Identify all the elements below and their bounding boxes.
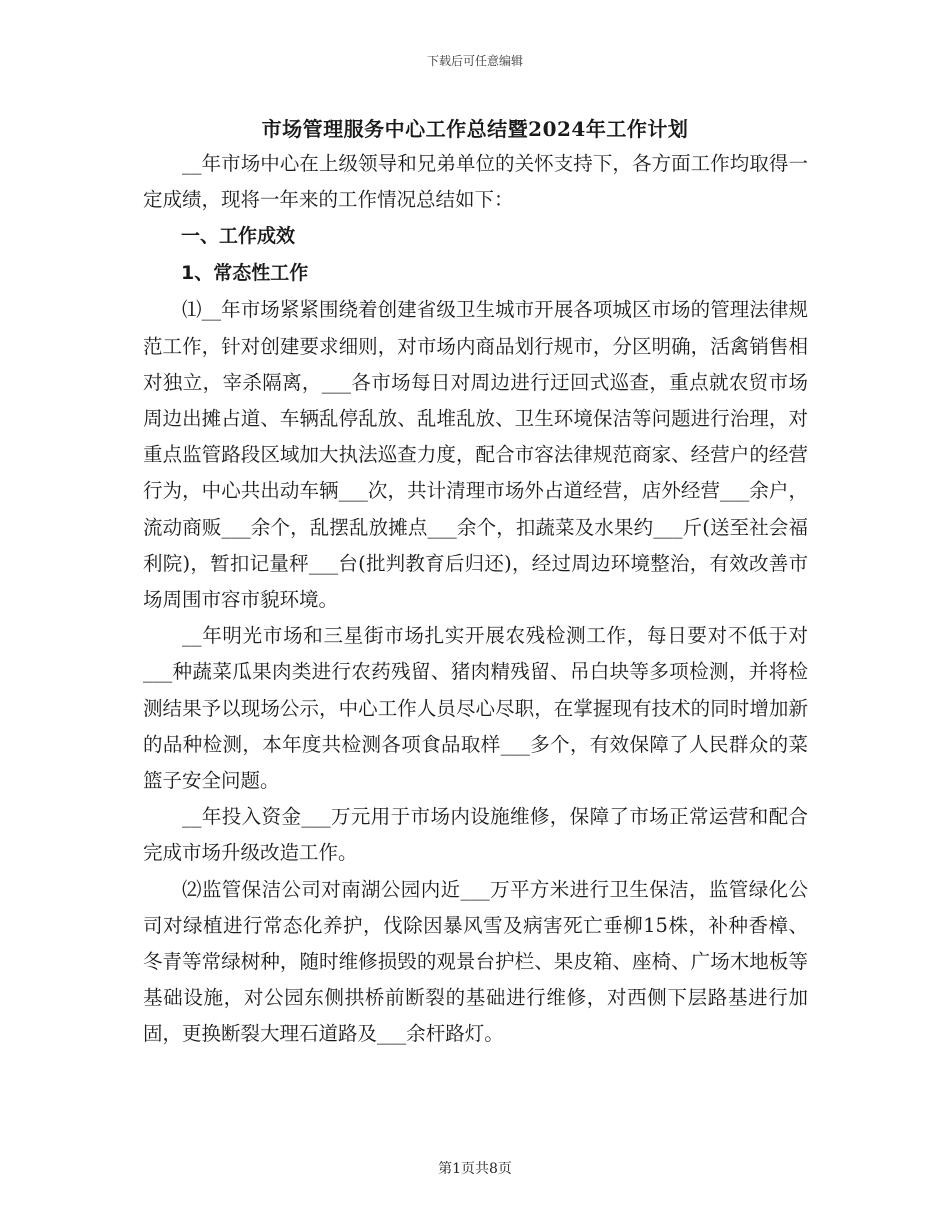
header-note: 下载后可任意编辑 — [426, 54, 523, 68]
paragraph-market-management: ⑴__年市场紧紧围绕着创建省级卫生城市开展各项城区市场的管理法律规范工作，针对创建要求细则，对市场内商品划行规市，分区明确，活禽销售相对独立，宰杀隔离，___各市场每日对周边进行迂回式巡查，重点就农贸市场周边出摊占道、车辆乱停乱放、乱堆乱放、卫生环境保洁等问题进行治理，对重点监管路段区域加大执法巡查力度，配合市容法律规范商家、经营户的经营行为，中心共出动车辆___次，共计清理市场外占道经营，店外经营___余户，流动商贩___余个，乱摆乱放摊点___余个，扣蔬菜及水果约___斤(送至社会福利院)，暂扣记量秤___台(批判教育后归还)，经过周边环境整治，有效改善市场周围市容市貌环境。 — [143, 298, 808, 612]
paragraph-facility-investment: __年投入资金___万元用于市场内设施维修，保障了市场正常运营和配合完成市场升级改造工作。 — [143, 805, 808, 865]
subsection-heading-routine-work: 1、常态性工作 — [181, 262, 309, 285]
page-number: 第1页共8页 — [438, 1161, 512, 1177]
intro-paragraph: __年市场中心在上级领导和兄弟单位的关怀支持下，各方面工作均取得一定成绩，现将一年来的工作情况总结如下： — [143, 152, 808, 212]
section-heading-achievements: 一、工作成效 — [181, 225, 296, 248]
paragraph-pesticide-testing: __年明光市场和三星街市场扎实开展农残检测工作，每日要对不低于对___种蔬菜瓜果肉类进行农药残留、猪肉精残留、吊白块等多项检测，并将检测结果予以现场公示，中心工作人员尽心尽职，在掌握现有技术的同时增加新的品种检测，本年度共检测各项食品取样___多个，有效保障了人民群众的菜篮子安全问题。 — [143, 624, 808, 793]
paragraph-park-maintenance: ⑵监管保洁公司对南湖公园内近___万平方米进行卫生保洁，监管绿化公司对绿植进行常态化养护，伐除因暴风雪及病害死亡垂柳15株，补种香樟、冬青等常绿树种，随时维修损毁的观景台护栏、果皮箱、座椅、广场木地板等基础设施，对公园东侧拱桥前断裂的基础进行维修，对西侧下层路基进行加固，更换断裂大理石道路及___余杆路灯。 — [143, 877, 808, 1046]
document-title: 市场管理服务中心工作总结暨2024年工作计划 — [261, 117, 689, 141]
document-body — [143, 146, 808, 1053]
